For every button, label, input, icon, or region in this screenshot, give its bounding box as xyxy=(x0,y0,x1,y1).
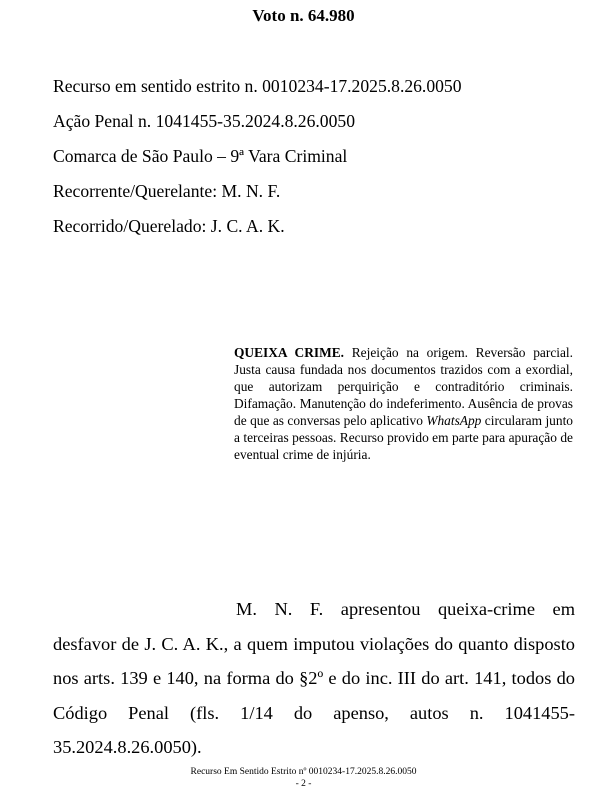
ementa xyxy=(234,344,573,463)
body-paragraph: M. N. F. apresentou queixa-crime em desfavor de J. C. A. K., a quem imputou violações do quanto disposto nos arts. 139 e 140, na forma do §2º e do inc. III do art. 141, todos do Código Penal (fls. 1/14 do apenso, autos n. 1041455-35.2024.8.26.0050). xyxy=(53,599,575,757)
ementa-lead: QUEIXA CRIME. xyxy=(234,345,345,360)
recorrido: Recorrido/Querelado: J. C. A. K. xyxy=(53,216,285,236)
recurso-number: Recurso em sentido estrito n. 0010234-17.2025.8.26.0050 xyxy=(53,76,462,96)
ementa-text: Rejeição na origem. Reversão parcial. Justa causa fundada nos documentos trazidos com a exordial, que autorizam perquirição e contraditório criminais. Difamação. Manutenção do indeferimento. Ausência de provas de que as conversas pelo aplicativo xyxy=(234,345,573,428)
page-footer xyxy=(0,766,607,790)
comarca: Comarca de São Paulo – 9ª Vara Criminal xyxy=(53,146,348,166)
case-header xyxy=(53,74,593,249)
page-number: - 2 - xyxy=(295,779,312,789)
ementa-text-end: circularam junto a terceiras pessoas. Recurso provido em parte para apuração de eventual crime de injúria. xyxy=(234,413,573,462)
footer-reference: Recurso Em Sentido Estrito nº 0010234-17.2025.8.26.0050 xyxy=(190,767,417,777)
recorrente: Recorrente/Querelante: M. N. F. xyxy=(53,181,281,201)
acao-penal-number: Ação Penal n. 1041455-35.2024.8.26.0050 xyxy=(53,111,355,131)
vote-title: Voto n. 64.980 xyxy=(252,6,355,25)
ementa-italic: WhatsApp xyxy=(426,413,482,428)
